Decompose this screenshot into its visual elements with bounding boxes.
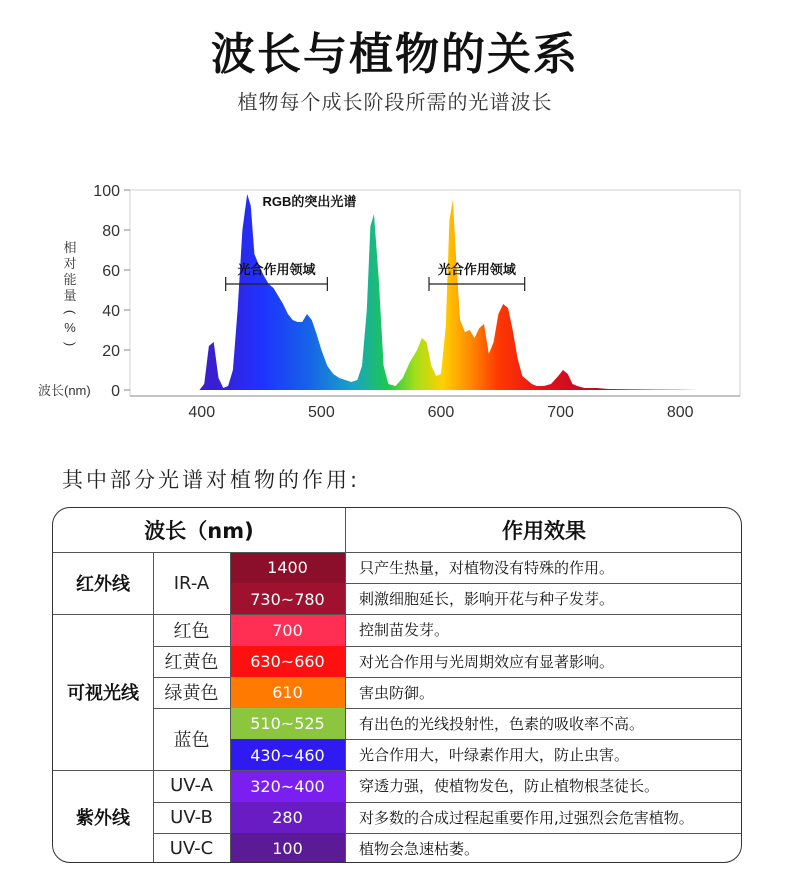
table-rule xyxy=(153,552,154,863)
sub-cell: IR-A xyxy=(173,572,210,594)
page-subtitle: 植物每个成长阶段所需的光谱波长 xyxy=(237,90,553,114)
wavelength-cell: 430~460 xyxy=(230,739,345,771)
spectrum-chart xyxy=(0,170,790,440)
table-rule xyxy=(345,739,742,740)
wavelength-cell: 100 xyxy=(230,833,345,863)
table-rule xyxy=(153,802,230,803)
y-tick-label: 100 xyxy=(93,183,120,200)
y-label-char: 能 xyxy=(63,272,77,287)
effect-cell: 对多数的合成过程起重要作用,过强烈会危害植物。 xyxy=(359,808,694,827)
table-rule xyxy=(345,508,346,863)
x-tick-label: 600 xyxy=(427,404,455,421)
annotation-label: 光合作用领域 xyxy=(437,262,516,277)
y-tick-label: 80 xyxy=(102,223,120,240)
table-rule xyxy=(345,677,742,678)
effect-cell: 控制苗发芽。 xyxy=(359,621,450,640)
y-label-char: ( xyxy=(63,309,78,315)
annotation-label: RGB的突出光谱 xyxy=(262,194,357,209)
y-label-char: % xyxy=(64,320,76,335)
y-tick-label: 0 xyxy=(111,383,120,400)
x-tick-label: 800 xyxy=(666,404,694,421)
effect-cell: 有出色的光线投射性，色素的吸收率不高。 xyxy=(359,715,645,734)
y-label-char: 量 xyxy=(63,288,77,303)
y-tick-label: 40 xyxy=(102,303,120,320)
effect-cell: 只产生热量，对植物没有特殊的作用。 xyxy=(359,559,615,578)
wavelength-cell: 700 xyxy=(230,614,345,646)
x-axis xyxy=(188,404,693,421)
effect-cell: 对光合作用与光周期效应有显著影响。 xyxy=(359,652,615,671)
wavelength-cell: 1400 xyxy=(230,552,345,584)
spectrum-area xyxy=(199,194,698,390)
table-rule xyxy=(345,583,742,584)
y-label-char: ) xyxy=(63,341,78,347)
sub-cell: 红色 xyxy=(173,620,210,642)
table-rule xyxy=(153,708,230,709)
table-rule xyxy=(345,708,742,709)
y-axis xyxy=(93,183,130,400)
table-rule xyxy=(153,646,230,647)
table-rule xyxy=(153,833,230,834)
y-label-char: 相 xyxy=(63,240,77,255)
sub-cell: 蓝色 xyxy=(173,730,210,752)
y-axis-label xyxy=(63,240,78,346)
table-rule xyxy=(153,770,230,771)
wavelength-cell: 630~660 xyxy=(230,646,345,678)
y-tick-label: 20 xyxy=(102,343,120,360)
sub-cell: 绿黄色 xyxy=(164,683,219,705)
table-rule xyxy=(153,677,230,678)
table-rule xyxy=(345,614,742,615)
wavelength-cell: 320~400 xyxy=(230,770,345,802)
annotation-label: 光合作用领域 xyxy=(237,262,316,277)
sub-cell: UV-C xyxy=(169,837,214,859)
effect-cell: 植物会急速枯萎。 xyxy=(359,839,480,858)
wavelength-cell: 610 xyxy=(230,677,345,709)
table-rule xyxy=(345,833,742,834)
table-rule xyxy=(153,614,230,615)
y-label-char: 对 xyxy=(63,256,77,271)
x-tick-label: 700 xyxy=(547,404,574,421)
group-cell: 可视光线 xyxy=(67,683,139,705)
effect-cell: 刺激细胞延长，影响开花与种子发芽。 xyxy=(359,590,615,609)
table-rule xyxy=(345,646,742,647)
sub-cell: 红黄色 xyxy=(164,652,219,674)
plot-frame xyxy=(130,190,740,396)
section-heading: 其中部分光谱对植物的作用: xyxy=(62,468,361,492)
x-axis-label: 波长(nm) xyxy=(38,383,91,398)
effect-cell: 光合作用大，叶绿素作用大，防止虫害。 xyxy=(359,746,630,765)
effect-cell: 穿透力强，使植物发色，防止植物根茎徒长。 xyxy=(359,777,660,796)
table-rule xyxy=(345,802,742,803)
table-rule xyxy=(53,552,742,553)
sub-cell: UV-A xyxy=(170,775,213,797)
sub-cell: UV-B xyxy=(170,806,213,828)
table-rule xyxy=(230,552,231,863)
wavelength-cell: 280 xyxy=(230,802,345,834)
header-effect: 作用效果 xyxy=(502,519,586,543)
x-tick-label: 500 xyxy=(308,404,335,421)
page-title: 波长与植物的关系 xyxy=(211,29,579,80)
x-tick-label: 400 xyxy=(188,404,216,421)
wavelength-cell: 510~525 xyxy=(230,708,345,740)
table-rule xyxy=(345,770,742,771)
group-cell: 紫外线 xyxy=(76,808,130,830)
group-cell: 红外线 xyxy=(76,574,130,596)
wavelength-cell: 730~780 xyxy=(230,583,345,615)
header-wavelength: 波长（nm) xyxy=(144,519,254,543)
effect-cell: 害虫防御。 xyxy=(359,683,435,702)
effects-table xyxy=(52,507,742,863)
y-tick-label: 60 xyxy=(102,263,120,280)
